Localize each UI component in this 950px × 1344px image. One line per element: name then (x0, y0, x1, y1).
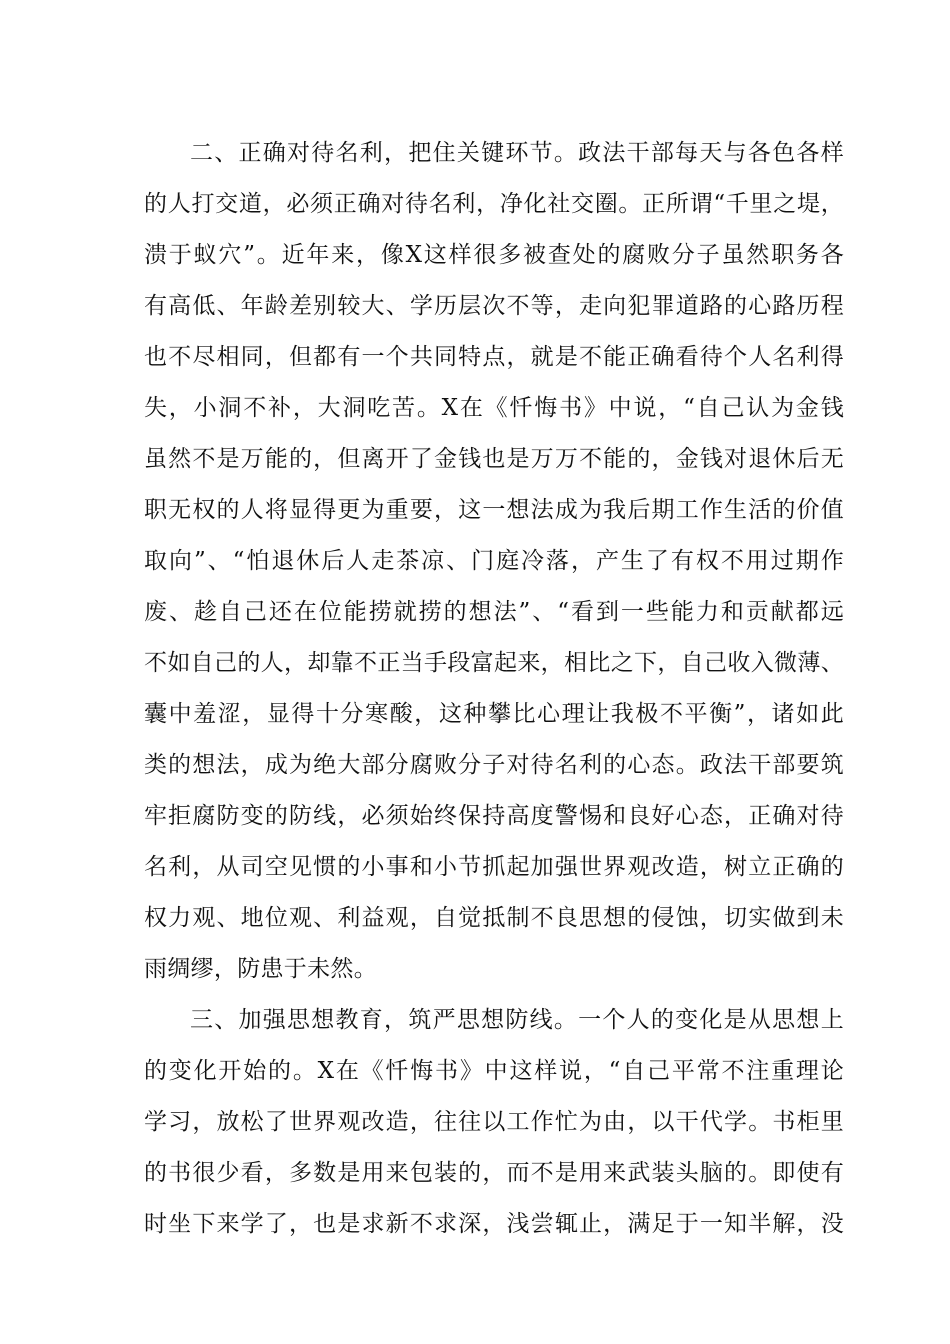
text-line: 也不尽相同，但都有一个共同特点，就是不能正确看待个人名利得 (144, 344, 844, 370)
text-line: 的人打交道，必须正确对待名利，净化社交圈。正所谓“千里之堤， (144, 191, 844, 217)
text-line: 学习，放松了世界观改造，往往以工作忙为由，以干代学。书柜里 (144, 1109, 844, 1135)
text-line: 的书很少看，多数是用来包装的，而不是用来武装头脑的。即使有 (144, 1160, 844, 1186)
text-line: 囊中羞涩，显得十分寒酸，这种攀比心理让我极不平衡”，诸如此 (144, 701, 844, 727)
text-line: 不如自己的人，却靠不正当手段富起来，相比之下，自己收入微薄、 (144, 650, 844, 676)
text-line: 时坐下来学了，也是求新不求深，浅尝辄止，满足于一知半解，没 (144, 1211, 844, 1237)
text-line: 名利，从司空见惯的小事和小节抓起加强世界观改造，树立正确的 (144, 854, 844, 880)
paragraph-section-2 (144, 128, 844, 995)
paragraph-section-3 (144, 995, 844, 1250)
text-line: 有高低、年龄差别较大、学历层次不等，走向犯罪道路的心路历程 (144, 293, 844, 319)
text-line: 溃于蚁穴”。近年来，像X这样很多被查处的腐败分子虽然职务各 (144, 242, 844, 268)
text-line: 取向”、“怕退休后人走茶凉、门庭冷落，产生了有权不用过期作 (144, 548, 844, 574)
text-line: 类的想法，成为绝大部分腐败分子对待名利的心态。政法干部要筑 (144, 752, 844, 778)
text-line-last: 雨绸缪，防患于未然。 (144, 956, 377, 982)
text-line: 废、趁自己还在位能捞就捞的想法”、“看到一些能力和贡献都远 (144, 599, 844, 625)
text-line: 二、正确对待名利，把住关键环节。政法干部每天与各色各样 (190, 140, 844, 166)
text-line: 牢拒腐防变的防线，必须始终保持高度警惕和良好心态，正确对待 (144, 803, 844, 829)
text-line: 权力观、地位观、利益观，自觉抵制不良思想的侵蚀，切实做到未 (144, 905, 844, 931)
text-line: 虽然不是万能的，但离开了金钱也是万万不能的，金钱对退休后无 (144, 446, 844, 472)
text-line: 失，小洞不补，大洞吃苦。X在《忏悔书》中说，“自己认为金钱 (144, 395, 844, 421)
text-line: 三、加强思想教育，筑严思想防线。一个人的变化是从思想上 (190, 1007, 844, 1033)
document-body (144, 128, 844, 1250)
text-line: 职无权的人将显得更为重要，这一想法成为我后期工作生活的价值 (144, 497, 844, 523)
text-line: 的变化开始的。X在《忏悔书》中这样说，“自己平常不注重理论 (144, 1058, 844, 1084)
